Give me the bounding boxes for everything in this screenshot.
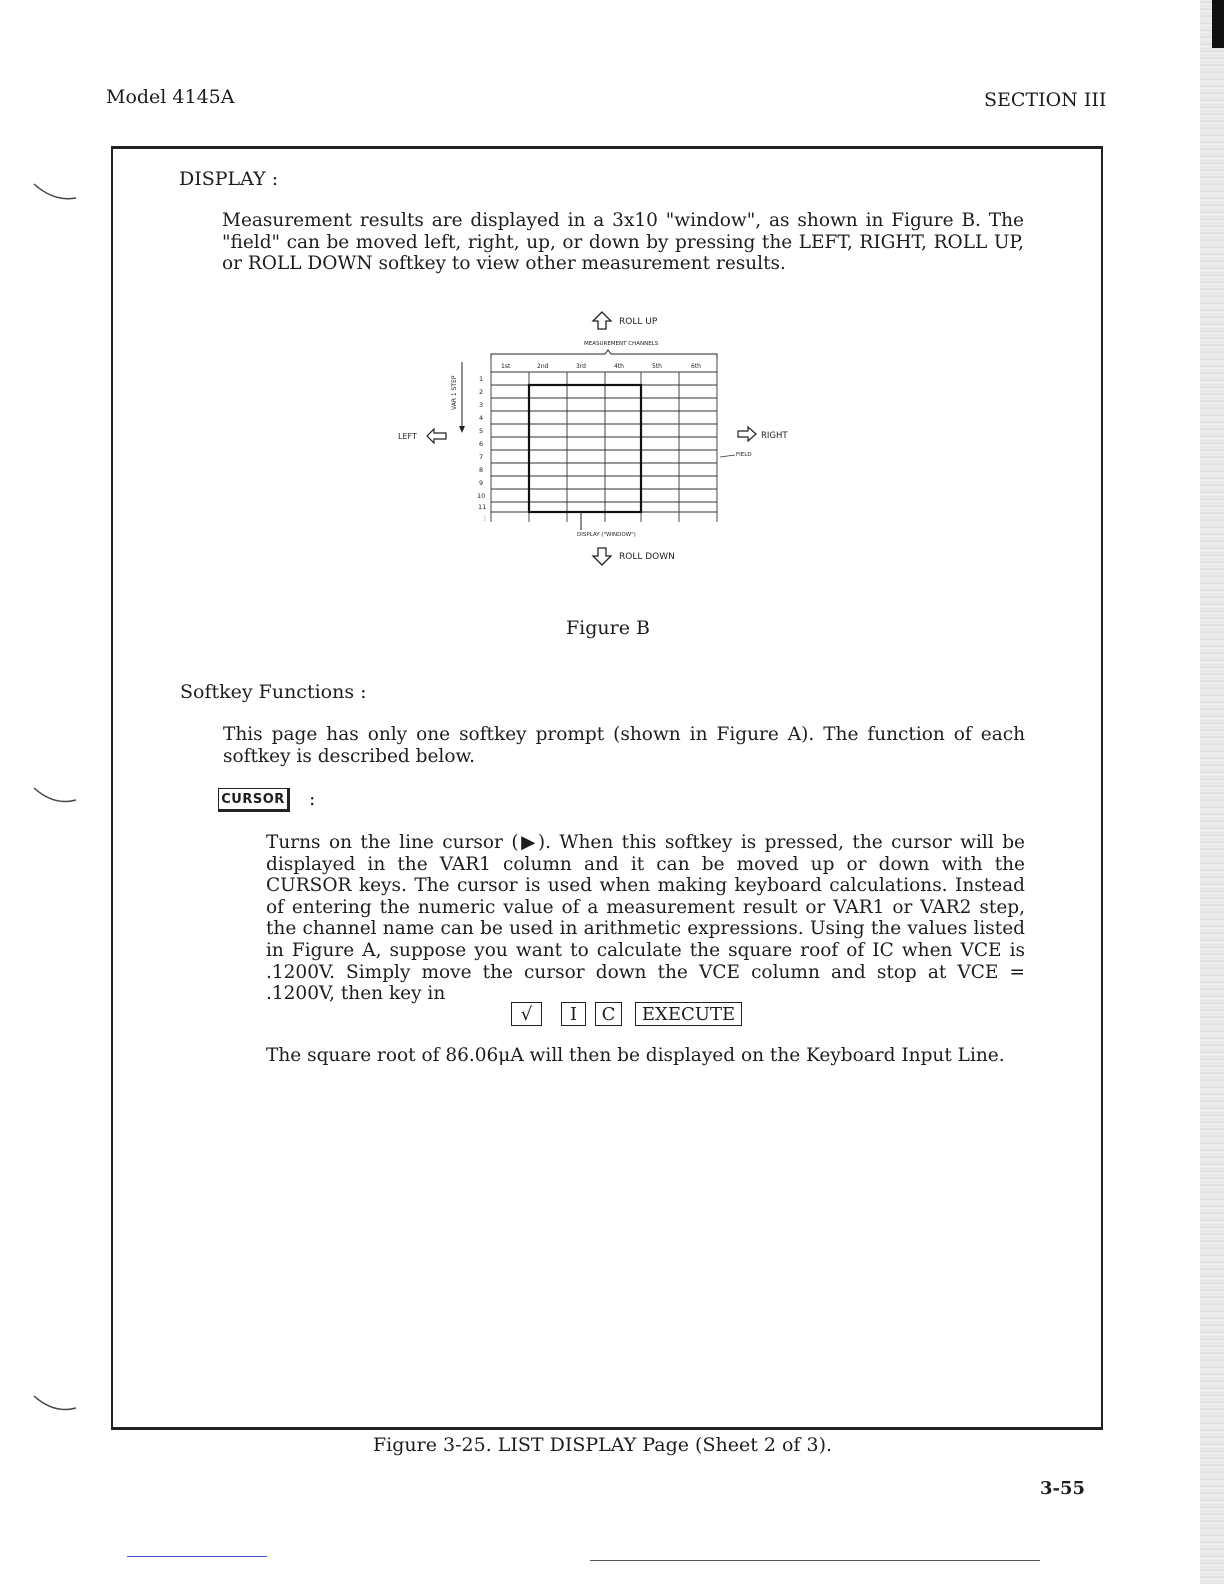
row-number: 2 [479,388,484,396]
measurement-grid [491,358,717,522]
roll-up-arrow-icon [593,312,611,329]
left-label: LEFT [398,432,417,441]
cursor-colon: : [309,788,316,810]
window-label: DISPLAY ("WINDOW") [577,532,636,538]
row-number: 3 [479,401,484,409]
sqrt-icon: √ [520,1003,533,1025]
figure-b [390,306,810,568]
roll-down-label: ROLL DOWN [619,552,675,562]
row-number: 6 [479,440,484,448]
section-header: SECTION III [984,89,1107,111]
channel-label: 3rd [576,363,586,370]
channel-label: 2nd [537,363,549,370]
row-number: 4 [479,414,484,422]
row-number: 8 [479,466,484,474]
i-key[interactable]: I [561,1002,586,1026]
display-window [529,385,641,512]
var-step-label: VAR 1 STEP [451,375,458,410]
channel-label: 6th [691,363,701,370]
sqrt-key[interactable] [511,1002,542,1026]
c-key[interactable]: C [595,1002,622,1026]
roll-down-arrow-icon [593,548,611,565]
row-number: 1 [479,375,484,383]
cursor-description: Turns on the line cursor (▶). When this softkey is pressed, the cursor will be displayed in the VAR1 column and it can be moved up or down with the CURSOR keys. The cursor is used when making keyboard calculations. Instead of entering the numeric value of a measurement result or VAR1 or VAR2 step, the channel name can be used in arithmetic expressions. Using the values listed in Figure A, suppose you want to calculate the square roof of IC when VCE is .1200V. Simply move the cursor down the VCE column and stop at VCE = .1200V, then key in [266,832,1025,1005]
page-number: 3-55 [1040,1478,1086,1499]
row-number: 5 [479,427,484,435]
display-paragraph: Measurement results are displayed in a 3x10 "window", as shown in Figure B. The "field" can be moved left, right, up, or down by pressing the LEFT, RIGHT, ROLL UP, or ROLL DOWN softkey to view other measurement results. [222,210,1024,275]
bottom-rule [590,1560,1040,1561]
row-number: 11 [478,503,487,511]
field-label: FIELD [736,452,752,458]
channel-label: 1st [501,363,511,370]
channel-label: 4th [614,363,624,370]
scan-edge-mark [1212,0,1224,48]
right-arrow-icon [738,427,756,441]
binder-marks [30,170,80,1420]
figure-b-caption: Figure B [566,617,650,639]
figure-caption: Figure 3-25. LIST DISPLAY Page (Sheet 2 of 3). [373,1434,833,1456]
channels-label: MEASUREMENT CHANNELS [584,341,659,347]
row-number: 7 [479,453,484,461]
row-number: 9 [479,479,484,487]
result-text: The square root of 86.06μA will then be displayed on the Keyboard Input Line. [266,1045,1005,1066]
roll-up-label: ROLL UP [619,317,658,327]
bottom-rule-blue [127,1556,267,1557]
svg-text:⋮: ⋮ [482,515,488,522]
row-number: 10 [477,492,486,500]
scan-edge [1200,0,1224,1584]
channel-label: 5th [652,363,662,370]
softkey-intro: This page has only one softkey prompt (shown in Figure A). The function of each softkey is described below. [223,724,1025,767]
cursor-softkey[interactable]: CURSOR [218,788,290,812]
left-arrow-icon [427,429,446,443]
model-header: Model 4145A [106,86,235,108]
display-heading: DISPLAY : [179,168,279,190]
right-label: RIGHT [761,431,788,441]
softkey-heading: Softkey Functions : [180,681,367,703]
execute-key[interactable]: EXECUTE [635,1002,742,1026]
